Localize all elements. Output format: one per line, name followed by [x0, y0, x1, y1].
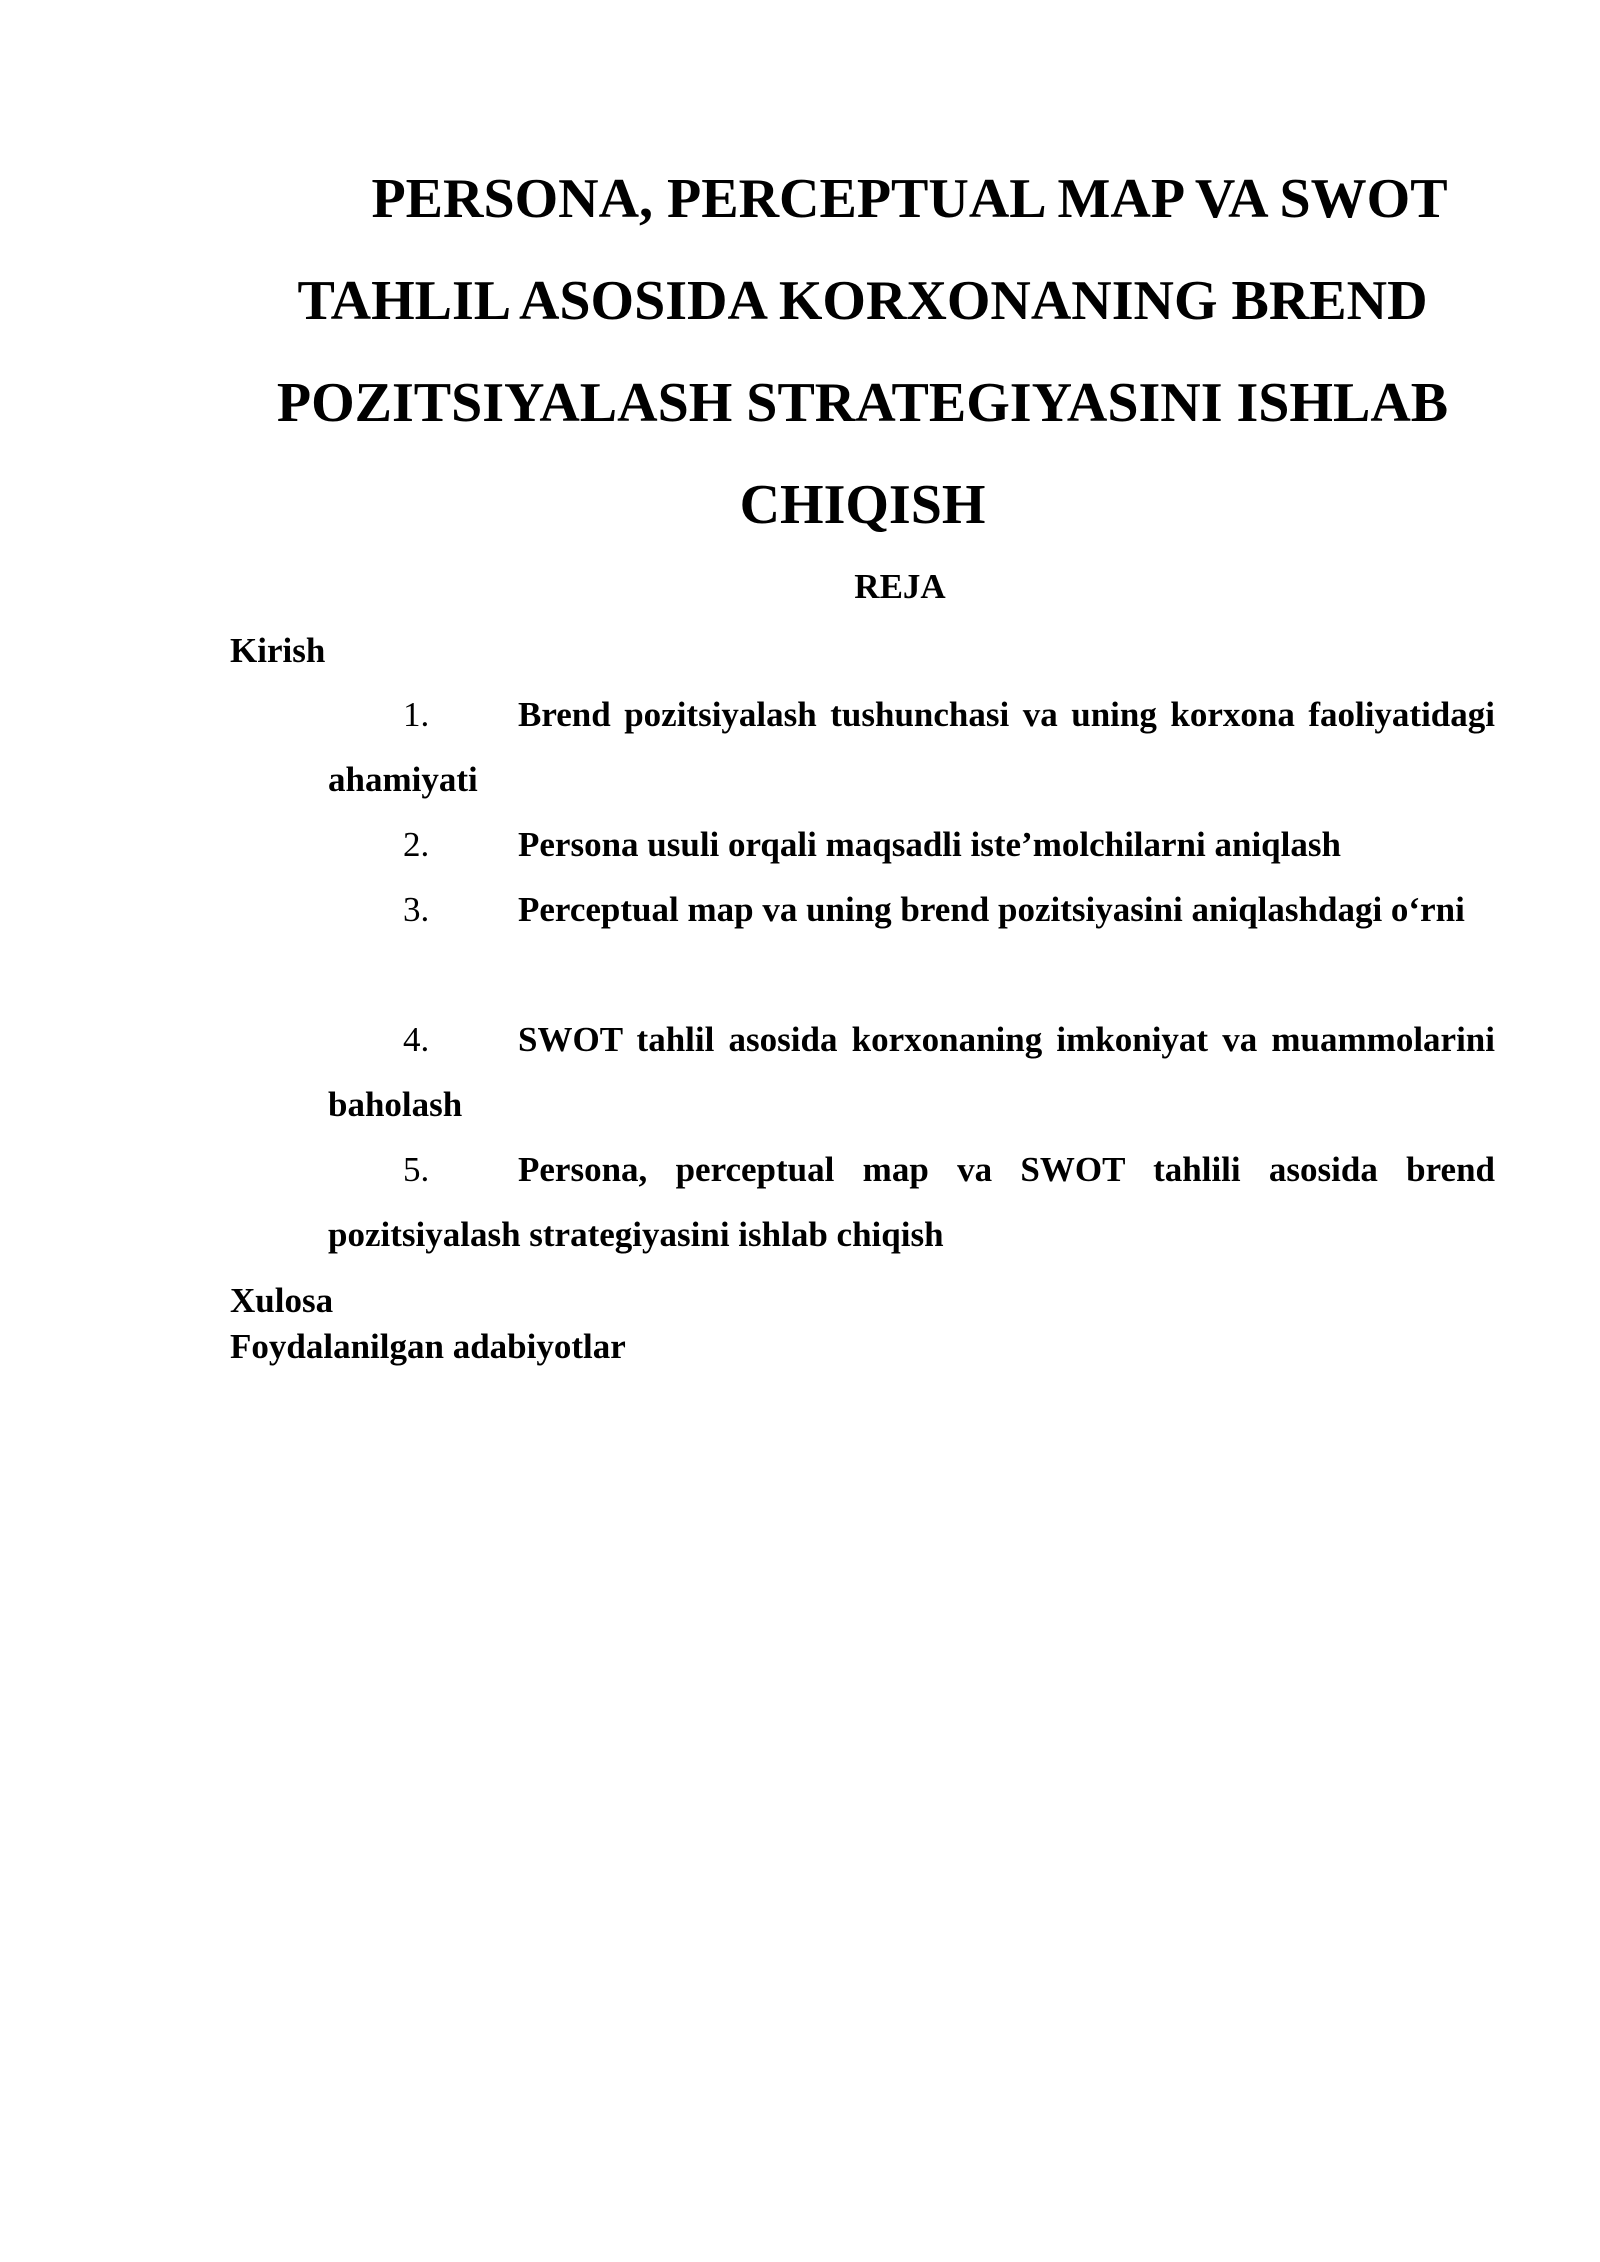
plan-item-text: Perceptual map va uning brend pozitsiyasini aniqlashdagi o‘rni [518, 890, 1465, 929]
plan-item-number: 1. [403, 695, 430, 734]
plan-item-number: 4. [403, 1020, 430, 1059]
plan-item [328, 682, 1495, 812]
toc-intro: Kirish [230, 631, 326, 670]
plan-item-text: SWOT tahlil asosida korxonaning imkoniyat va muammolarini baholash [328, 1020, 1495, 1124]
plan-item-number: 2. [403, 825, 430, 864]
plan-item-text: Persona, perceptual map va SWOT tahlili asosida brend pozitsiyalash strategiyasini ishlab chiqish [328, 1150, 1495, 1254]
plan-item-text: Persona usuli orqali maqsadli iste’molchilarni aniqlash [518, 825, 1341, 864]
plan-item-text: Brend pozitsiyalash tushunchasi va uning korxona faoliyatidagi ahamiyati [328, 695, 1495, 799]
toc-references: Foydalanilgan adabiyotlar [230, 1327, 626, 1366]
plan-heading: REJA [854, 567, 946, 606]
toc-conclusion: Xulosa [230, 1281, 334, 1320]
plan-item [328, 812, 1495, 877]
plan-item-number: 3. [403, 890, 430, 929]
plan-item [328, 1137, 1495, 1267]
plan-item-number: 5. [403, 1150, 430, 1189]
plan-item [328, 877, 1495, 942]
plan-item [328, 1007, 1495, 1137]
document-title: PERSONA, PERCEPTUAL MAP VA SWOT TAHLIL ASOSIDA KORXONANING BREND POZITSIYALASH STRATEGIYASINI ISHLAB CHIQISH [276, 168, 1449, 536]
